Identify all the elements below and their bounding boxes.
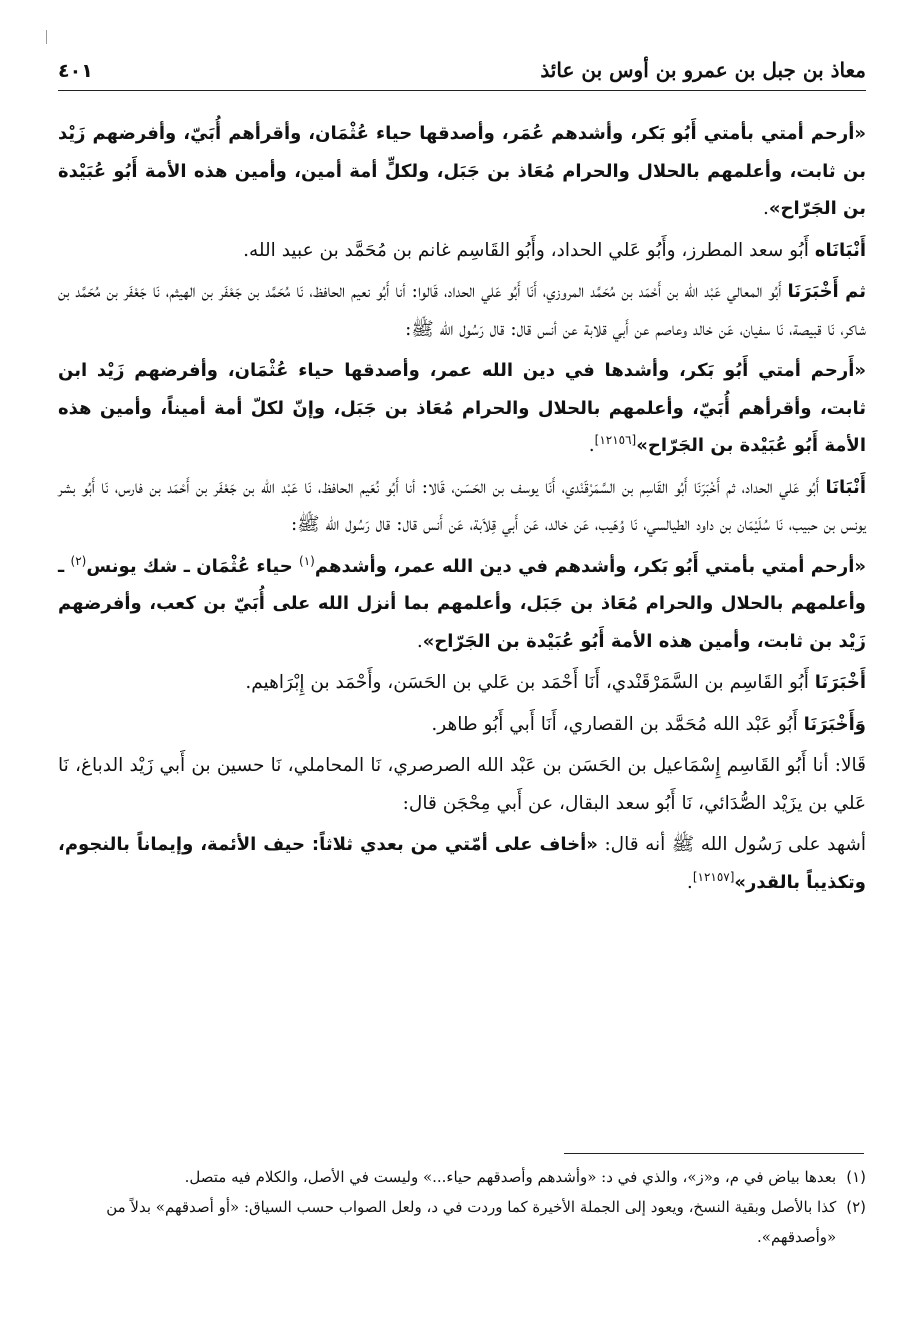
running-title: معاذ بن جبل بن عمرو بن أوس بن عائذ — [540, 58, 866, 82]
hadith-text-part-1: «أرحم أمتي بأمتي أَبُو بَكر، وأشدهم في دين الله عمر، وأشدهم — [314, 555, 867, 577]
isnad-text: قَالا: أنا أَبُو القَاسِم إِسْمَاعيل بن الحَسَن بن عَبْد الله الصرصري، نَا المحاملي، نَا حسين بن أَبي زَيْد الدباغ، نَا عَلي بن يزَيْد الصُّدَائي، نَا أَبُو سعد البقال، عن أَبي مِحْجَن قال: — [58, 755, 866, 814]
footnote-number: (٢) — [846, 1198, 866, 1216]
hadith-text: «أخاف على أمّتي من بعدي ثلاثاً: حيف الأئمة، وإيماناً بالنجوم، وتكذيباً بالقدر» — [58, 834, 866, 893]
narration-keyword: ثم أَخْبَرَنَا — [787, 281, 866, 302]
isnad-text: أَبُو المعالي عَبْد الله بن أَحْمَد بن مُحَمَّد المروزي، أَنَا أَبُو عَلي الحداد، قَالوا: أنا أَبُو نعيم الحافظ، نَا مُحَمَّد بن جَعْفَر بن الهيثم، نَا جَعْفَر بن مُحَمَّد بن شاكر، نَا قبيصة، نَا سفيان، عَن خالد وعاصم عن أَبي قلابة عن أنس قال: قال رَسُول الله ﷺ: — [58, 281, 866, 340]
paragraph-9 — [58, 747, 866, 822]
paragraph-2 — [58, 232, 866, 270]
book-page — [58, 58, 866, 901]
paragraph-6 — [58, 548, 866, 661]
narration-keyword: أَنْبَانَا — [825, 476, 866, 498]
footnote-1 — [58, 1162, 866, 1192]
narration-keyword: أَنْبَانَاه — [814, 239, 866, 261]
footnote-divider — [564, 1153, 864, 1154]
isnad-text: أَبُو عَلي الحداد، ثم أَخْبَرَنَا أَبُو القَاسِم بن السَّمَرْقَنْدي، أَنَا يوسف بن الحَسَن، قَالا: أنا أَبُو نُعَيم الحافظ، نَا عَبْد الله بن جَعْفَر بن أَحْمَد بن فارس، نَا أَبُو بشر يونس بن حبيب، نَا سُلَيْمَان بن داود الطيالسي، نَا وُهَيب، عَن خالد، عَن أَبي قِلاَبة، عَن أَنس قال: قال رَسُول الله ﷺ: — [58, 476, 866, 535]
isnad-text: أَبُو القَاسِم بن السَّمَرْقَنْدي، أَنَا أَحْمَد بن عَلي بن الحَسَن، وأَحْمَد بن إِبْرَاهيم. — [245, 672, 815, 693]
hadith-text: «أرحم أمتي بأمتي أَبُو بَكر، وأشدهم عُمَر، وأصدقها حياء عُثْمَان، وأقرأهم أُبَيّ، وأفرضهم زَيْد بن ثابت، وأعلمهم بالحلال والحرام مُعَاذ بن جَبَل، ولكلٍّ أمة أمين، وأمين هذه الأمة أَبُو عُبَيْدة بن الجَرّاح» — [58, 123, 866, 219]
hadith-reference-number: [١٢١٥٧] — [692, 869, 735, 884]
footnote-number: (١) — [846, 1168, 866, 1186]
narration-keyword: وَأَخْبَرَنَا — [803, 713, 866, 735]
running-header — [58, 58, 866, 91]
footnote-text: بعدها بياض في م، و«ز»، والذي في د: «وأشدهم وأصدقهم حياء...» وليست في الأصل، والكلام فيه متصل. — [184, 1168, 837, 1186]
footnotes — [58, 1162, 866, 1252]
punctuation: . — [588, 435, 595, 456]
hadith-text-part-2: حياء عُثْمَان ـ شك يونس — [86, 555, 300, 577]
punctuation: . — [763, 198, 769, 219]
paragraph-7 — [58, 664, 866, 702]
footnote-marker-1[interactable]: (١) — [299, 553, 315, 568]
footnote-marker-2[interactable]: (٢) — [70, 553, 87, 568]
page-body — [58, 115, 866, 901]
punctuation: . — [686, 871, 693, 893]
paragraph-3 — [58, 273, 866, 348]
isnad-text: أَبُو عَبْد الله مُحَمَّد بن القصاري، أَنَا أَبي أَبُو طاهر. — [431, 713, 804, 735]
isnad-text: أَبُو سعد المطرز، وأَبُو عَلي الحداد، وأَبُو القَاسِم غانم بن مُحَمَّد بن عبيد الله. — [243, 239, 815, 261]
footnote-text: كذا بالأصل وبقية النسخ، ويعود إلى الجملة الأخيرة كما وردت في د، ولعل الصواب حسب السياق: «أو أصدقهم» بدلاً من «وأصدقهم». — [106, 1198, 837, 1246]
punctuation: . — [416, 630, 423, 652]
paragraph-10 — [58, 826, 866, 901]
footnote-2 — [58, 1192, 866, 1252]
isnad-text: أشهد على رَسُول الله ﷺ أنه قال: — [597, 834, 866, 855]
page-edge-mark — [46, 30, 47, 44]
hadith-reference-number: [١٢١٥٦] — [594, 432, 637, 447]
hadith-text: «أَرحم أمتي أَبُو بَكر، وأشدها في دين الله عمر، وأصدقها حياء عُثْمَان، وأفرضهم زَيْد ابن ثابت، وأقرأهم أُبَيّ، وأعلمهم بالحلال والحرام مُعَاذ بن جَبَل، وإنّ لكلّ أمة أميناً، وأمين هذه الأمة أَبُو عُبَيْدة بن الجَرّاح» — [58, 360, 866, 456]
paragraph-1 — [58, 115, 866, 228]
paragraph-4 — [58, 352, 866, 465]
paragraph-5 — [58, 469, 866, 544]
narration-keyword: أَخْبَرَنَا — [814, 672, 866, 693]
page-number: ٤٠١ — [58, 60, 93, 82]
paragraph-8 — [58, 706, 866, 744]
hadith-text-part-3: ـ وأعلمهم بالحلال والحرام مُعَاذ بن جَبَل، وأعلمهم بما أنزل الله على أُبَيّ بن كعب، وأفرضهم زَيْد بن ثابت، وأمين هذه الأمة أَبُو عُبَيْدة بن الجَرّاح» — [58, 555, 866, 652]
